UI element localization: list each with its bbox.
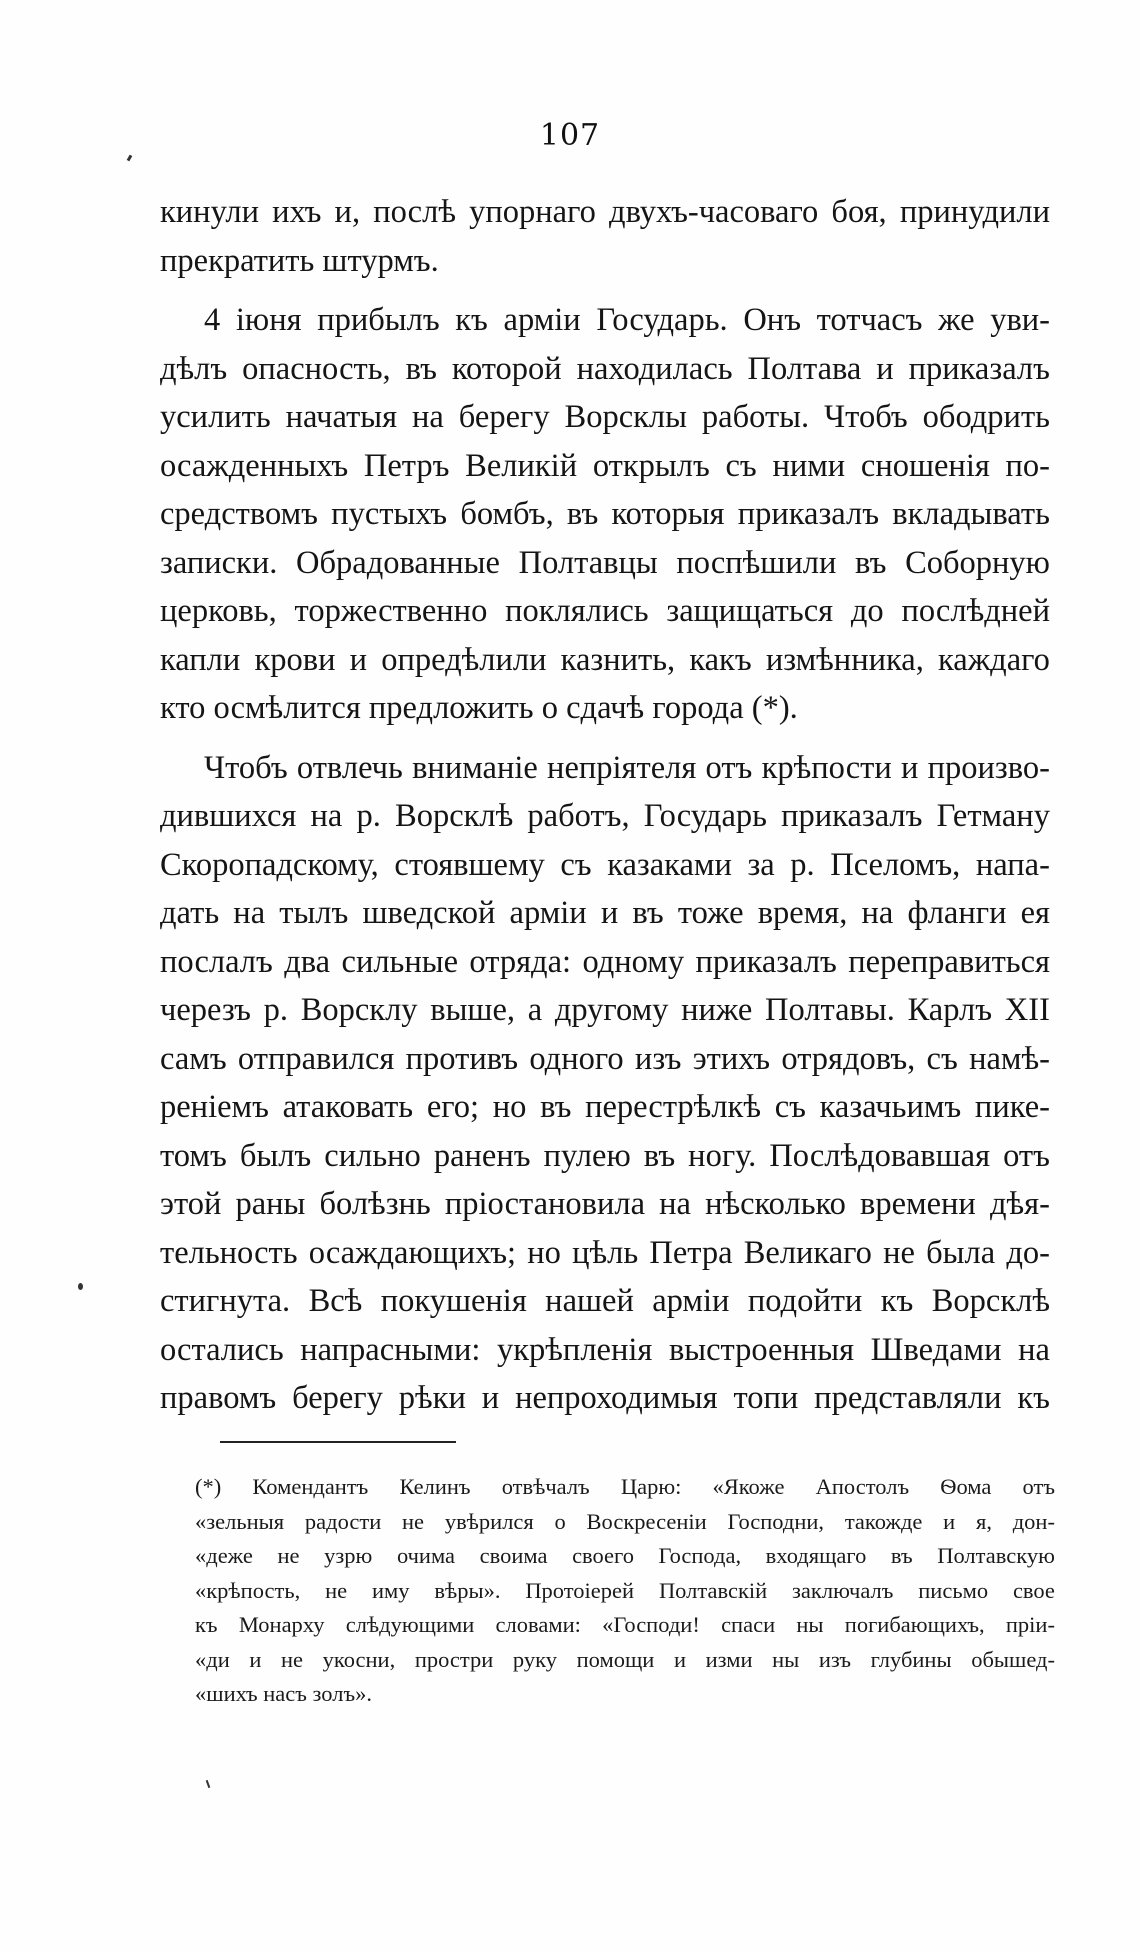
text-line: средствомъ пустыхъ бомбъ, въ которыя приказалъ вкладывать [160,496,1050,532]
footnote-line: къ Монарху слѣдующими словами: «Господи! спаси ны погибающихъ, пріи- [195,1612,1055,1637]
ink-speck [206,1780,211,1788]
text-line: этой раны болѣзнь пріостановила на нѣсколько времени дѣя- [160,1186,1050,1222]
text-line: Скоропадскому, стоявшему съ казаками за р. Пселомъ, напа- [160,846,1050,883]
text-line: прекратить штурмъ. [160,242,439,279]
footnote [195,1470,1055,1712]
main-text [160,188,1050,1423]
text-line: кинули ихъ и, послѣ упорнаго двухъ-часоваго боя, принудили [160,194,1050,230]
text-line: Чтобъ отвлечь вниманіе непріятеля отъ крѣпости и произво- [204,749,1050,786]
text-line: записки. Обрадованные Полтавцы поспѣшили въ Соборную [160,544,1050,581]
text-line: черезъ р. Ворсклу выше, а другому ниже Полтавы. Карлъ XII [160,992,1050,1028]
text-line: стигнута. Всѣ покушенія нашей арміи подойти къ Ворсклѣ [160,1283,1050,1319]
text-line: осажденныхъ Петръ Великій открылъ съ ними сношенія по- [160,447,1050,484]
footnote-line: «деже не узрю очима своима своего Господа, входящаго въ Полтавскую [195,1543,1055,1568]
text-line: дившихся на р. Ворсклѣ работъ, Государь приказалъ Гетману [160,798,1050,834]
text-line: реніемъ атаковать его; но въ перестрѣлкѣ съ казачьимъ пике- [160,1089,1050,1125]
text-line: остались напрасными: укрѣпленія выстроенныя Шведами на [160,1331,1050,1368]
text-line: дѣлъ опасность, въ которой находилась Полтава и приказалъ [160,350,1050,387]
footnote-line: (*) Комендантъ Келинъ отвѣчалъ Царю: «Якоже Апостолъ Ѳома отъ [195,1474,1055,1499]
text-line: дать на тылъ шведской арміи и въ тоже время, на фланги ея [160,895,1050,931]
text-line: капли крови и опредѣлили казнить, какъ измѣнника, каждаго [160,641,1050,678]
text-line: 4 іюня прибылъ къ арміи Государь. Онъ тотчасъ же уви- [204,302,1050,338]
text-line: усилить начатыя на берегу Ворсклы работы. Чтобъ ободрить [160,399,1050,435]
footnote-divider [220,1441,456,1443]
footnote-line: «шихъ насъ золъ». [195,1681,372,1706]
footnote-line: «крѣпость, не иму вѣры». Протоіерей Полтавскій заключалъ письмо свое [195,1577,1055,1603]
page-number: 107 [539,118,601,153]
ink-speck [78,1283,83,1290]
text-line: кто осмѣлится предложить о сдачѣ города (*). [160,690,798,726]
ink-speck [127,155,133,162]
text-line: послалъ два сильные отряда: одному приказалъ переправиться [160,943,1050,980]
footnote-line: «ди и не укосни, простри руку помощи и изми ны изъ глубины обышед- [195,1646,1055,1672]
text-line: томъ былъ сильно раненъ пулею въ ногу. Послѣдовавшая отъ [160,1137,1050,1174]
text-line: церковь, торжественно поклялись защищаться до послѣдней [160,593,1050,629]
text-line: тельность осаждающихъ; но цѣль Петра Великаго не была до- [160,1234,1050,1271]
text-line: самъ отправился противъ одного изъ этихъ отрядовъ, съ намѣ- [160,1040,1050,1077]
footnote-line: «зельныя радости не увѣрился о Воскресеніи Господни, такожде и я, дон- [195,1508,1055,1534]
text-line: правомъ берегу рѣки и непроходимыя топи представляли къ [160,1380,1050,1416]
